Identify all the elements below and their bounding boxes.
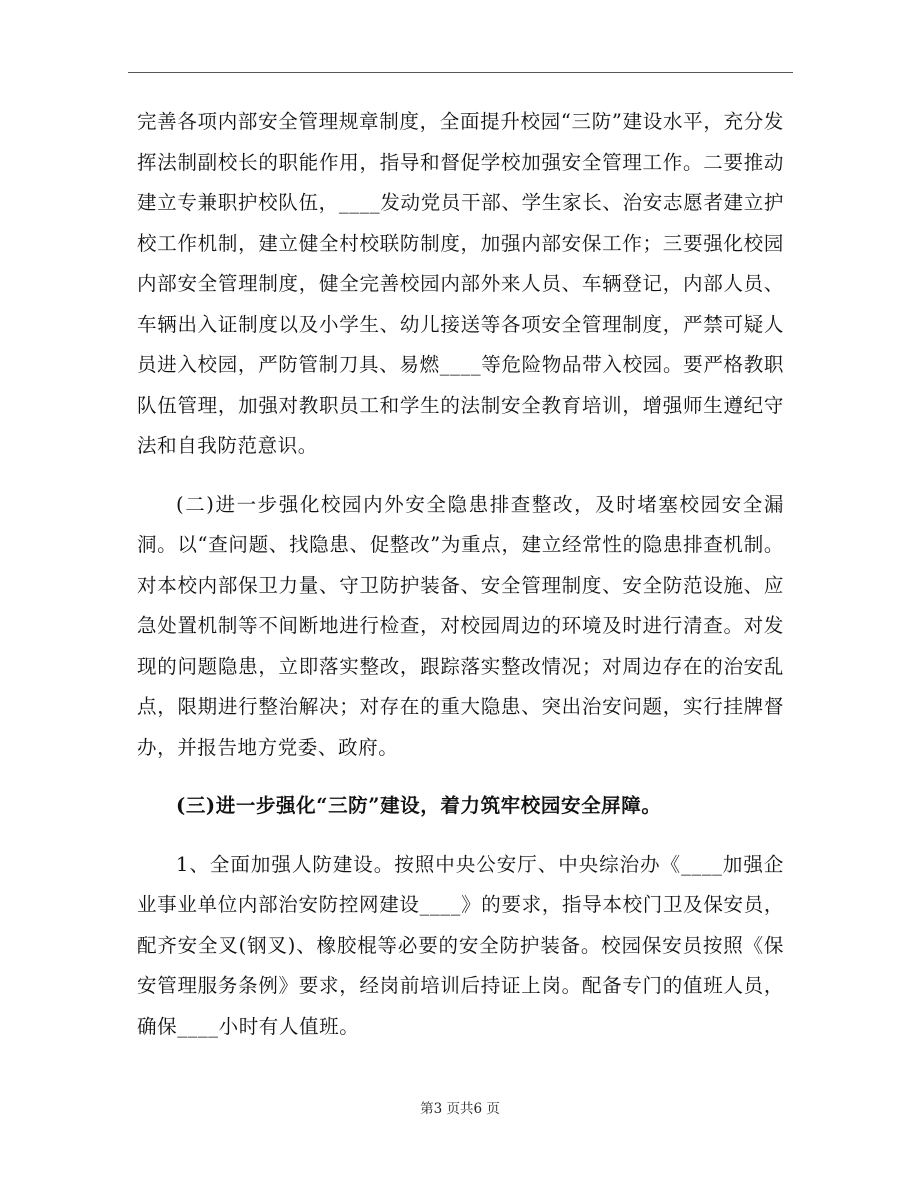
paragraph-continued: 完善各项内部安全管理规章制度，全面提升校园“三防”建设水平，充分发挥法制副校长的职能作用，指导和督促学校加强安全管理工作。二要推动建立专兼职护校队伍，____发动党员干部、学生家长、治安志愿者建立护校工作机制，建立健全村校联防制度，加强内部安保工作；三要强化校园内部安全管理制度，健全完善校园内部外来人员、车辆登记，内部人员、车辆出入证制度以及小学生、幼儿接送等各项安全管理制度，严禁可疑人员进入校园，严防管制刀具、易燃____等危险物品带入校园。要严格教职队伍管理，加强对教职员工和学生的法制安全教育培训，增强师生遵纪守法和自我防范意识。	[137, 110, 784, 457]
paragraph-section-2: (二)进一步强化校园内外安全隐患排查整改，及时堵塞校园安全漏洞。以“查问题、找隐患、促整改”为重点，建立经常性的隐患排查机制。对本校内部保卫力量、守卫防护装备、安全管理制度、安全防范设施、应急处置机制等不间断地进行检查，对校园周边的环境及时进行清查。对发现的问题隐患，立即落实整改，跟踪落实整改情况；对周边存在的治安乱点，限期进行整治解决；对存在的重大隐患、突出治安问题，实行挂牌督办，并报告地方党委、政府。	[137, 492, 784, 759]
heading-section-3: (三)进一步强化“三防”建设，着力筑牢校园安全屏障。	[176, 794, 662, 817]
document-body	[137, 102, 784, 1047]
paragraph-item-1: 1、全面加强人防建设。按照中央公安厅、中央综治办《____加强企业事业单位内部治安防控网建设____》的要求，指导本校门卫及保安员，配齐安全叉(钢叉)、橡胶棍等必要的安全防护装备。校园保安员按照《保安管理服务条例》要求，经岗前培训后持证上岗。配备专门的值班人员，确保____小时有人值班。	[137, 852, 784, 1038]
page-number: 第3 页共6 页	[420, 1101, 500, 1117]
header-rule	[128, 72, 793, 73]
